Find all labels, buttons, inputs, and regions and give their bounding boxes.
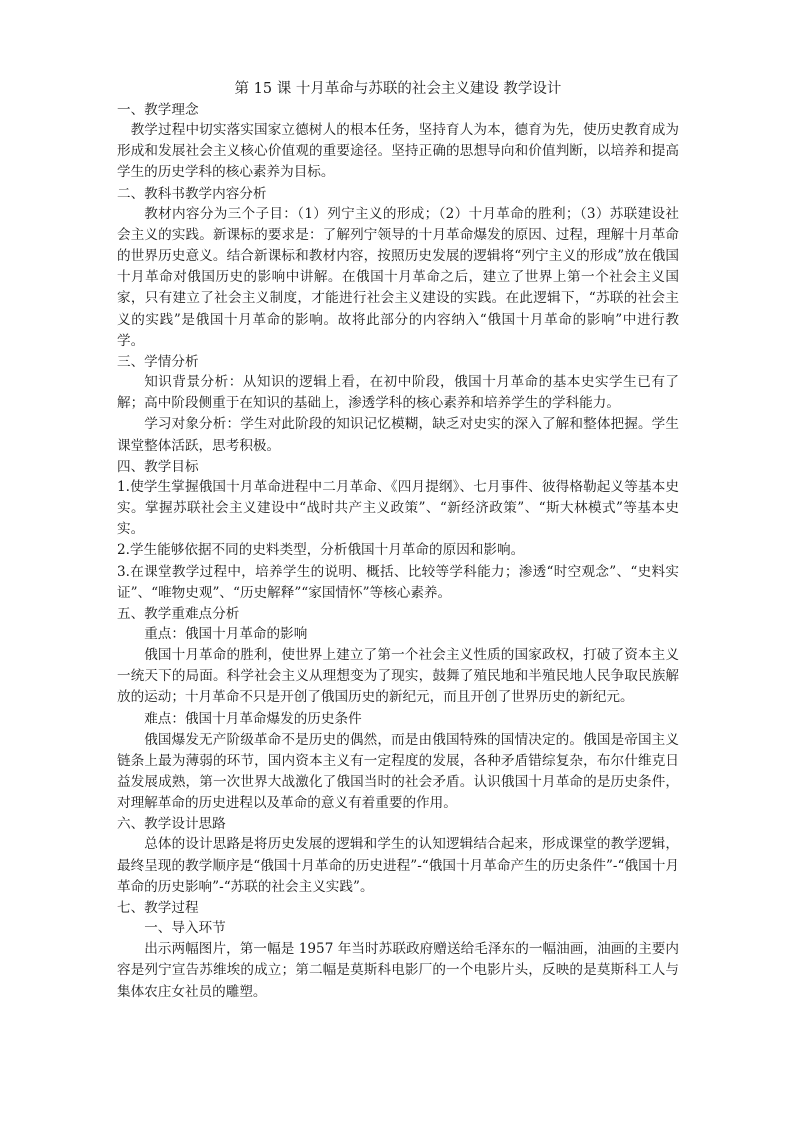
key-point-label: 重点：俄国十月革命的影响: [144, 626, 308, 643]
section-heading-content-analysis: 二、教科书教学内容分析: [117, 185, 267, 202]
paragraph: 学习对象分析：学生对此阶段的知识记忆模糊，缺乏对史实的深入了解和整体把握。学生课堂整体活跃，思考积极。: [117, 416, 679, 454]
subsection-heading-intro: 一、导入环节: [144, 920, 226, 937]
paragraph: 教学过程中切实落实国家立德树人的根本任务，坚持育人为本，德育为先，使历史教育成为形成和发展社会主义核心价值观的重要途径。坚持正确的思想导向和价值判断，以培养和提高学生的历史学科的核心素养为目标。: [117, 122, 679, 181]
paragraph: 教材内容分为三个子目：（1）列宁主义的形成；（2）十月革命的胜利；（3）苏联建设社会主义的实践。新课标的要求是：了解列宁领导的十月革命爆发的原因、过程，理解十月革命的世界历史意义。结合新课标和教材内容，按照历史发展的逻辑将“列宁主义的形成”放在俄国十月革命对俄国历史的影响中讲解。在俄国十月革命之后，建立了世界上第一个社会主义国家，只有建立了社会主义制度，才能进行社会主义建设的实践。在此逻辑下，“苏联的社会主义的实践”是俄国十月革命的影响。故将此部分的内容纳入“俄国十月革命的影响”中进行教学。: [117, 205, 679, 349]
list-item: 2.学生能够依据不同的史料类型，分析俄国十月革命的原因和影响。: [117, 542, 525, 559]
paragraph: 总体的设计思路是将历史发展的逻辑和学生的认知逻辑结合起来，形成课堂的教学逻辑，最终呈现的教学顺序是“俄国十月革命的历史进程”-“俄国十月革命产生的历史条件”-“俄国十月革命的历史影响”-“苏联的社会主义实践”。: [117, 836, 679, 895]
section-heading-objectives: 四、教学目标: [117, 458, 199, 475]
paragraph: 俄国十月革命的胜利，使世界上建立了第一个社会主义性质的国家政权，打破了资本主义一统天下的局面。科学社会主义从理想变为了现实，鼓舞了殖民地和半殖民地人民争取民族解放的运动；十月革命不只是开创了俄国历史的新纪元，而且开创了世界历史的新纪元。: [117, 647, 679, 706]
section-heading-design-idea: 六、教学设计思路: [117, 816, 226, 833]
document-body: [117, 78, 679, 1003]
section-heading-philosophy: 一、教学理念: [117, 102, 199, 118]
document-title: 第 15 课 十月革命与苏联的社会主义建设 教学设计: [234, 81, 562, 97]
paragraph: 知识背景分析：从知识的逻辑上看，在初中阶段，俄国十月革命的基本史实学生已有了解；高中阶段侧重于在知识的基础上，渗透学科的核心素养和培养学生的学科能力。: [117, 374, 679, 412]
section-heading-key-points: 五、教学重难点分析: [117, 606, 240, 623]
section-heading-process: 七、教学过程: [117, 900, 199, 917]
difficulty-label: 难点：俄国十月革命爆发的历史条件: [144, 710, 362, 727]
paragraph: 俄国爆发无产阶级革命不是历史的偶然，而是由俄国特殊的国情决定的。俄国是帝国主义链条上最为薄弱的环节，国内资本主义有一定程度的发展，各种矛盾错综复杂，布尔什维克日益发展成熟，第一次世界大战激化了俄国当时的社会矛盾。认识俄国十月革命的是历史条件，对理解革命的历史进程以及革命的意义有着重要的作用。: [117, 731, 679, 812]
section-heading-learner-analysis: 三、学情分析: [117, 354, 199, 371]
paragraph: 出示两幅图片，第一幅是 1957 年当时苏联政府赠送给毛泽东的一幅油画，油画的主要内容是列宁宣告苏维埃的成立；第二幅是莫斯科电影厂的一个电影片头，反映的是莫斯科工人与集体农庄女社员的雕塑。: [117, 941, 679, 1000]
list-item: 1.使学生掌握俄国十月革命进程中二月革命、《四月提纲》、七月事件、彼得格勒起义等基本史实。掌握苏联社会主义建设中“战时共产主义政策”、“新经济政策”、“斯大林模式”等基本史实。: [117, 478, 679, 538]
list-item: 3.在课堂教学过程中，培养学生的说明、概括、比较等学科能力；渗透“时空观念”、“史料实证”、“唯物史观”、“历史解释”“家国情怀”等核心素养。: [117, 563, 679, 601]
